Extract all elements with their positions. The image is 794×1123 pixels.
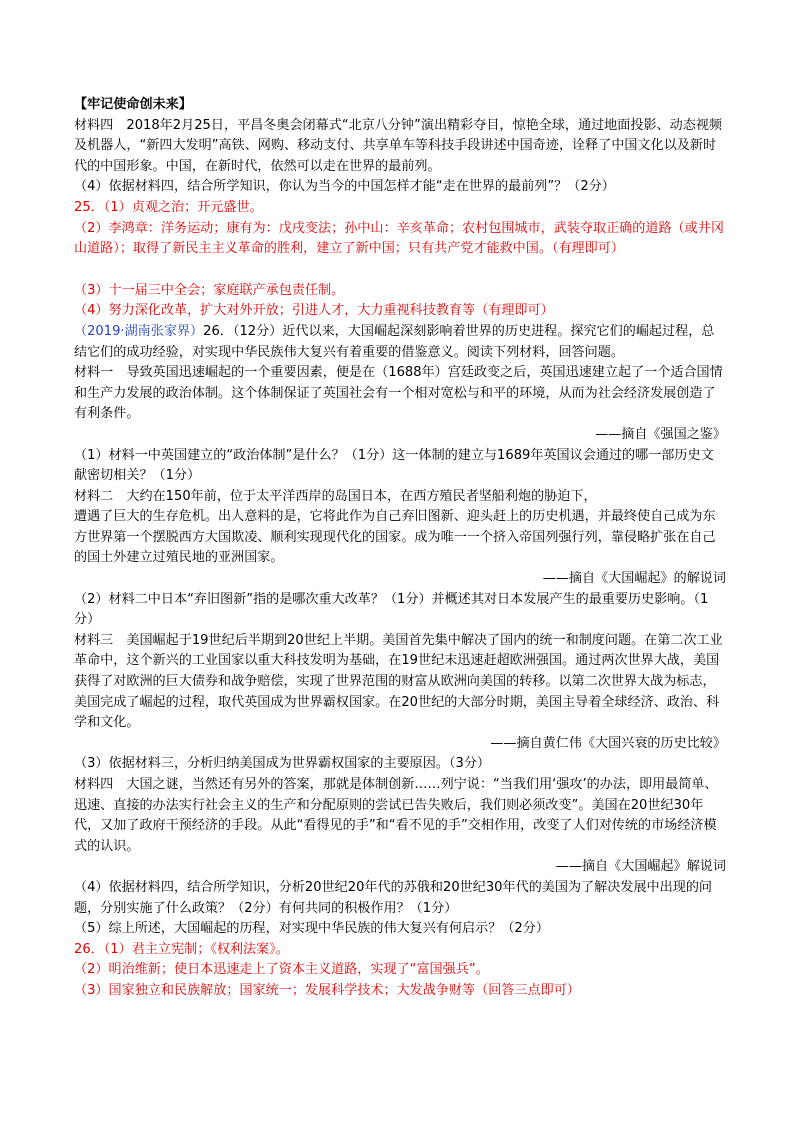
question-25-4: （4）依据材料四，结合所学知识，你认为当今的中国怎样才能“走在世界的最前列”？（2分）: [74, 179, 615, 195]
question-26-source: （2019·湖南张家界）: [74, 323, 204, 339]
question-26-text: 26．（12分）近代以来，大国崛起深刻影响着世界的历史进程。探究它们的崛起过程，总结它们的成功经验，对实现中华民族伟大复兴有着重要的借鉴意义。阅读下列材料，回答问题。: [74, 323, 715, 360]
material-one: 材料一 导致英国迅速崛起的一个重要因素，便是在（1688年）宫廷政变之后，英国迅速建立起了一个适合国情和生产力发展的政治体制。这个体制保证了英国社会有一个相对宽松与和平的环境，从而为社会经济发展创造了有利条件。: [74, 365, 723, 422]
answer-26-2: （2）明治维新；使日本迅速走上了资本主义道路，实现了“富国强兵”。: [74, 962, 489, 978]
answer-26-1: 26．（1）君主立宪制；《权利法案》。: [74, 941, 289, 957]
question-26-3: （3）依据材料三，分析归纳美国成为世界霸权国家的主要原因。（3分）: [74, 756, 491, 772]
section-title: 【牢记使命创未来】: [74, 97, 192, 112]
answer-25-2: （2）李鸿章：洋务运动；康有为：戊戌变法；孙中山：辛亥革命；农村包围城市，武装夺取正确的道路（或井冈山道路）；取得了新民主主义革命的胜利，建立了新中国；只有共产党才能救中国。（有理即可）: [74, 220, 724, 257]
answer-26-3: （3）国家独立和民族解放；国家统一；发展科学技术；大发战争财等（回答三点即可）: [74, 982, 580, 998]
blank-line: [74, 260, 726, 281]
material-two-source: ——摘自《大国崛起》的解说词: [542, 571, 726, 587]
question-26-2: （2）材料二中日本“弃旧图新”指的是哪次重大改革？（1分）并概述其对日本发展产生的最重要历史影响。（1分）: [74, 591, 709, 628]
question-26-4: （4）依据材料四，结合所学知识，分析20世纪20年代的苏俄和20世纪30年代的美国为了解决发展中出现的问题，分别实施了什么政策？（2分）有何共同的积极作用？（1分）: [74, 879, 713, 916]
material-four-intro: 材料四 2018年2月25日，平昌冬奥会闭幕式“北京八分钟”演出精彩夺目，惊艳全球，通过地面投影、动态视频及机器人，“新四大发明”高铁、网购、移动支付、共享单车等科技手段讲述中国奇迹，诠释了中国文化以及新时代的中国形象。中国，在新时代，依然可以走在世界的最前列。: [74, 117, 723, 174]
material-two-a: 材料二 大约在150年前，位于太平洋西岸的岛国日本，在西方殖民者坚船利炮的胁迫下，: [74, 488, 597, 504]
material-two-b: 遭遇了巨大的生存危机。出人意料的是，它将此作为自己弃旧图新、迎头赶上的历史机遇，并最终使自己成为东方世界第一个摆脱西方大国欺凌、顺利实现现代化的国家。成为唯一一个挤入帝国列强行列，靠侵略扩张在自己的国土外建立过殖民地的亚洲国家。: [74, 509, 716, 566]
document-page: [74, 95, 726, 1002]
answer-25-4: （4）努力深化改革，扩大对外开放；引进人才，大力重视科技教育等（有理即可）: [74, 303, 554, 319]
question-26-intro: [74, 322, 726, 363]
question-26-5: （5）综上所述，大国崛起的历程，对实现中华民族的伟大复兴有何启示？（2分）: [74, 921, 549, 937]
question-26-1: （1）材料一中英国建立的“政治体制”是什么？（1分）这一体制的建立与1689年英国议会通过的哪一部历史文献密切相关？（1分）: [74, 447, 714, 484]
material-three-source: ——摘自黄仁伟《大国兴衰的历史比较》: [490, 735, 726, 751]
material-four-source: ——摘自《大国崛起》解说词: [555, 859, 726, 875]
material-three: 材料三 美国崛起于19世纪后半期到20世纪上半期。美国首先集中解决了国内的统一和制度问题。在第二次工业革命中，这个新兴的工业国家以重大科技发明为基础，在19世纪末迅速赶超欧洲强国。通过两次世界大战，美国获得了对欧洲的巨大债券和战争赔偿，实现了世界范围的财富从欧洲向美国的转移。以第二次世界大战为标志，美国完成了崛起的过程，取代英国成为世界霸权国家。在20世纪的大部分时期，美国主导着全球经济、政治、科学和文化。: [74, 632, 723, 731]
material-four: 材料四 大国之谜，当然还有另外的答案，那就是体制创新……列宁说：“当我们用‘强攻’的办法，即用最简单、迅速、直接的办法实行社会主义的生产和分配原则的尝试已告失败后，我们则必须改变”。美国在20世纪30年代，又加了政府干预经济的手段。从此“看得见的手”和“看不见的手”交相作用，改变了人们对传统的市场经济模式的认识。: [74, 777, 718, 854]
answer-25-1: 25．（1）贞观之治；开元盛世。: [74, 199, 263, 215]
material-one-source: ——摘自《强国之鉴》: [595, 426, 726, 442]
answer-25-3: （3）十一届三中全会；家庭联产承包责任制。: [74, 282, 345, 298]
